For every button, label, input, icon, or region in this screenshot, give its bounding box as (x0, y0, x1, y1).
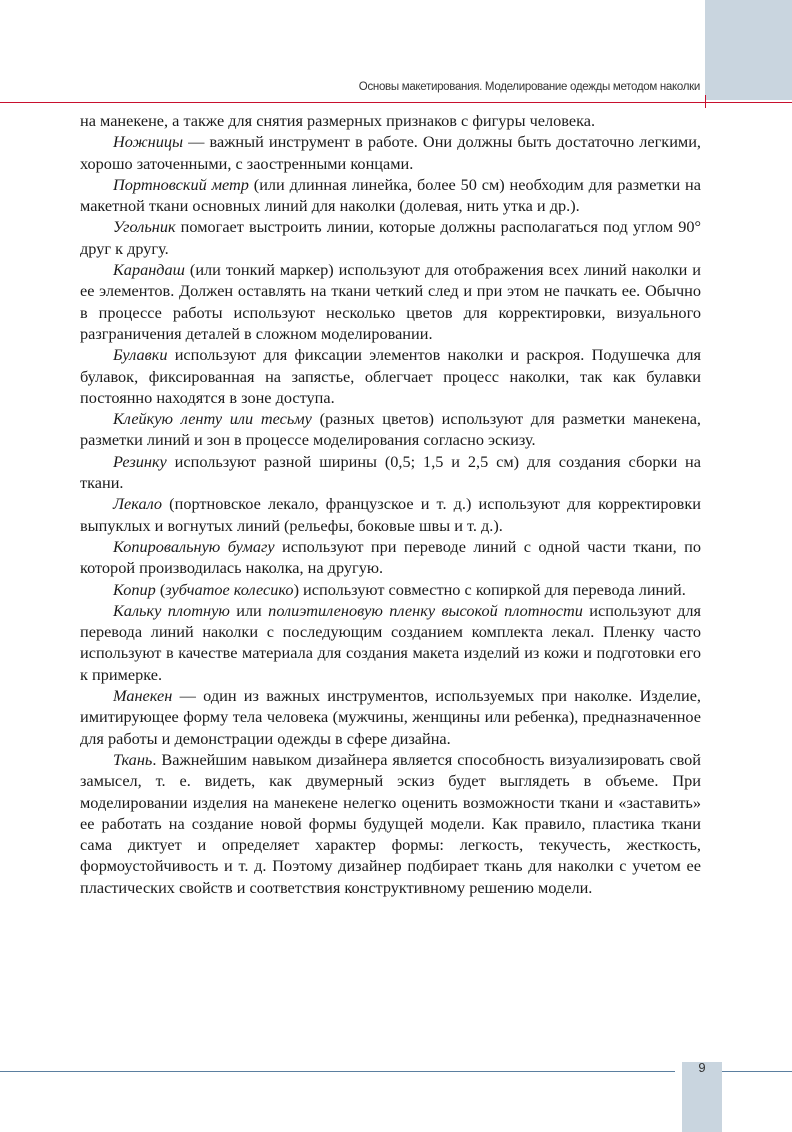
term: Копир (113, 579, 156, 599)
term: полиэтиленовую пленку высокой плотности (268, 600, 583, 620)
header-tick (705, 95, 706, 108)
paragraph-pins: Булавки используют для фиксации элементов наколки и раскроя. Подушечка для булавок, фиксированная на запястье, облегчает процесс наколки, так как булавки постоянно находятся в зоне доступа. (80, 345, 701, 407)
page-number: 9 (698, 1060, 706, 1075)
running-header: Основы макетирования. Моделирование одежды методом наколки (358, 81, 700, 93)
term: Ткань (113, 749, 153, 769)
paragraph-pencil: Карандаш (или тонкий маркер) используют для отображения всех линий наколки и ее элементов. Должен оставлять на ткани четкий след и при этом не пачкать ее. Обычно в процессе работы используют несколько цветов для корректировки, визуального разграничения деталей в сложном моделировании. (80, 260, 701, 343)
term: зубчатое колесико (165, 579, 294, 599)
term: Манекен (113, 686, 173, 706)
term: Карандаш (113, 260, 185, 280)
term: Лекало (113, 494, 163, 514)
paragraph-fabric: Ткань. Важнейшим навыком дизайнера является способность визуализировать свой замысел, т. е. видеть, как двумерный эскиз будет выглядеть в объеме. При моделировании изделия на манекене нелегко оценить возможности ткани и «заставить» ее работать на создание новой формы будущей модели. Как правило, пластика ткани сама диктует и определяет характер формы: легкость, текучесть, жесткость, формоустойчивость и т. д. Поэтому дизайнер подбирает ткань для наколки с учетом ее пластических свойств и соответствия конструктивному решению модели. (80, 749, 701, 897)
paragraph-carbon-paper: Копировальную бумагу используют при переводе линий с одной части ткани, по которой производилась наколка, на другую. (80, 536, 701, 578)
paragraph-tape-measure: Портновский метр (или длинная линейка, более 50 см) необходим для разметки на макетной ткани основных линий для наколки (долевая, нить утка и др.). (80, 174, 701, 216)
paragraph-0: на манекене, а также для снятия размерных признаков с фигуры человека. (80, 111, 596, 130)
term: Ножницы (113, 132, 184, 152)
term: Резинку (113, 451, 167, 471)
body-text (80, 110, 701, 898)
paragraph-tracing-film: Кальку плотную или полиэтиленовую пленку высокой плотности используют для перевода линий наколки с последующим созданием комплекта лекал. Пленку часто используют в качестве материала для создания макета изделий из кожи и подготовки его к примерке. (80, 600, 701, 684)
paragraph-elastic: Резинку используют разной ширины (0,5; 1,5 и 2,5 см) для создания сборки на ткани. (80, 451, 701, 493)
paragraph-tape: Клейкую ленту или тесьму (разных цветов) используют для разметки манекена, разметки линий и зон в процессе моделирования согласно эскизу. (80, 409, 701, 450)
term: Копировальную бумагу (113, 536, 275, 556)
corner-tab-top (705, 0, 792, 100)
paragraph-curve: Лекало (портновское лекало, французское и т. д.) используют для корректировки выпуклых и вогнутых линий (рельефы, боковые швы и т. д.). (80, 494, 701, 535)
footer-rule-left (0, 1071, 675, 1072)
footer-rule-right (720, 1071, 792, 1072)
term: Булавки (113, 345, 168, 365)
header-rule (0, 102, 792, 103)
term: Портновский метр (113, 174, 249, 194)
term: Клейкую ленту или тесьму (113, 409, 312, 429)
paragraph-mannequin: Манекен — один из важных инструментов, используемых при наколке. Изделие, имитирующее форму тела человека (мужчины, женщины или ребенка), предназначенное для работы и демонстрации одежды в сфере дизайна. (80, 686, 701, 748)
term: Кальку плотную (113, 600, 230, 620)
paragraph-scissors: Ножницы — важный инструмент в работе. Они должны быть достаточно легкими, хорошо заточенными, с заостренными концами. (80, 132, 701, 173)
term: Угольник (113, 217, 176, 237)
paragraph-tracing-wheel: Копир (зубчатое колесико) используют совместно с копиркой для перевода линий. (113, 579, 686, 599)
paragraph-square: Угольник помогает выстроить линии, которые должны располагаться под углом 90° друг к другу. (80, 217, 701, 258)
